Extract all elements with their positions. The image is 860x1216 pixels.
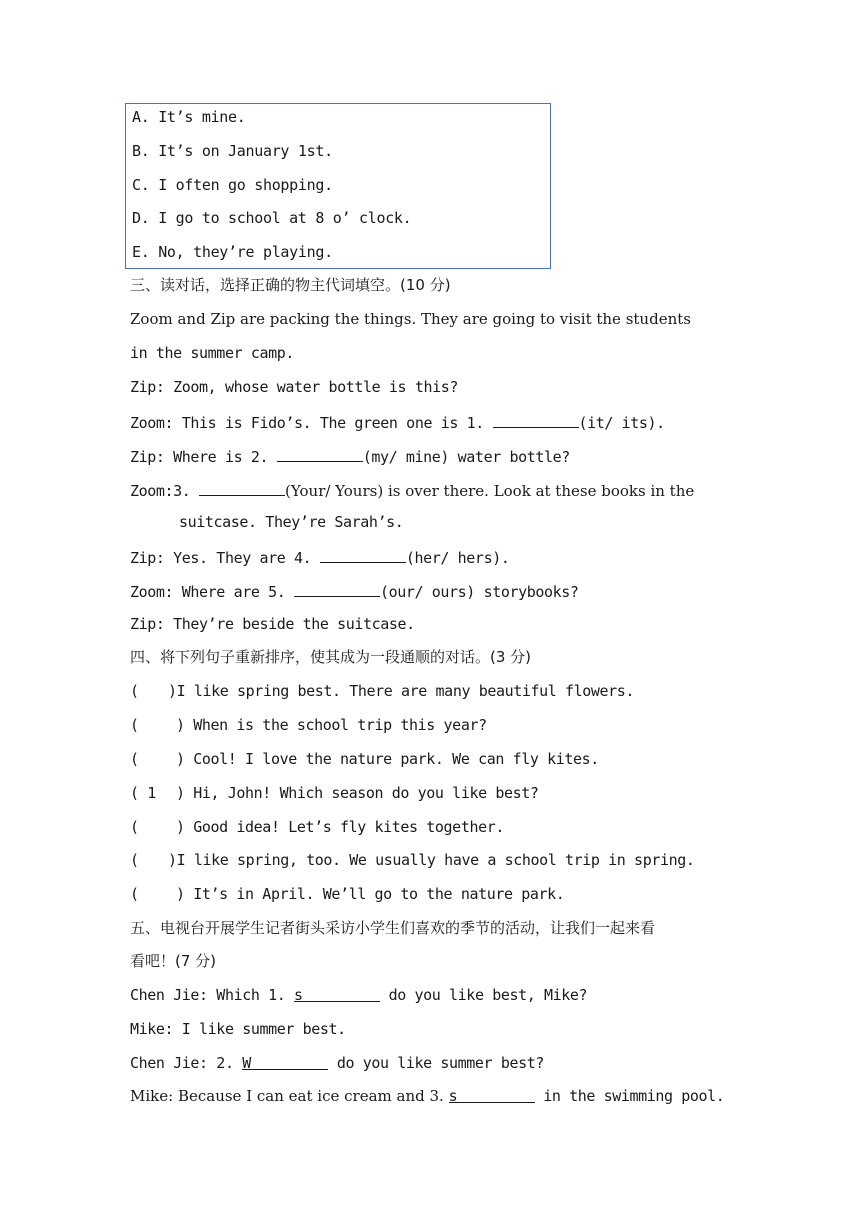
section5-heading: 五、电视台开展学生记者街头采访小学生们喜欢的季节的活动，让我们一起来看 xyxy=(130,919,656,937)
answer-blank-season[interactable]: s xyxy=(294,986,380,1002)
order-item: () Good idea! Let’s fly kites together. xyxy=(130,818,504,836)
dialogue-line: Zip: Zoom, whose water bottle is this? xyxy=(130,378,458,396)
answer-blank-3[interactable] xyxy=(199,480,285,496)
section5-heading-cont: 看吧！(7 分) xyxy=(130,952,217,970)
order-item: () When is the school trip this year? xyxy=(130,716,487,734)
answer-blank-4[interactable] xyxy=(320,547,406,563)
order-item: ( 1 ) Hi, John! Which season do you like best? xyxy=(130,784,539,802)
order-item: () It’s in April. We’ll go to the nature park. xyxy=(130,885,565,903)
answer-blank-1[interactable] xyxy=(493,412,579,428)
answer-blank-2[interactable] xyxy=(277,446,363,462)
answer-blank-swim[interactable]: s xyxy=(449,1087,535,1103)
order-item: ()I like spring best. There are many beautiful flowers. xyxy=(130,682,635,700)
dialogue-line-cont: suitcase. They’re Sarah’s. xyxy=(179,513,404,531)
option-b: B. It’s on January 1st. xyxy=(132,142,333,160)
option-a: A. It’s mine. xyxy=(132,108,246,126)
section3-heading: 三、读对话，选择正确的物主代词填空。(10 分) xyxy=(130,276,451,294)
dialogue-line: Zoom:3. (Your/ Yours) is over there. Look at these books in the xyxy=(130,482,695,500)
dialogue-line: Zoom: Where are 5. (our/ ours) storybooks? xyxy=(130,583,579,601)
answer-options-box xyxy=(125,103,551,269)
interview-line: Chen Jie: 2. W do you like summer best? xyxy=(130,1054,544,1072)
order-number[interactable]: 1 xyxy=(147,784,156,802)
option-d: D. I go to school at 8 o’ clock. xyxy=(132,209,412,227)
answer-blank-why[interactable]: W xyxy=(242,1054,328,1070)
section4-heading: 四、将下列句子重新排序，使其成为一段通顺的对话。(3 分) xyxy=(130,648,532,666)
section3-intro: Zoom and Zip are packing the things. They are going to visit the students xyxy=(130,310,691,328)
dialogue-line: Zip: Where is 2. (my/ mine) water bottle? xyxy=(130,448,570,466)
option-c: C. I often go shopping. xyxy=(132,176,333,194)
section3-intro-cont: in the summer camp. xyxy=(130,344,294,362)
interview-line: Chen Jie: Which 1. s do you like best, Mike? xyxy=(130,986,588,1004)
interview-line: Mike: Because I can eat ice cream and 3. s in the swimming pool. xyxy=(130,1087,725,1105)
order-item: () Cool! I love the nature park. We can fly kites. xyxy=(130,750,599,768)
answer-blank-5[interactable] xyxy=(294,581,380,597)
dialogue-line: Zip: They’re beside the suitcase. xyxy=(130,615,415,633)
dialogue-line: Zoom: This is Fido’s. The green one is 1. (it/ its). xyxy=(130,414,665,432)
dialogue-line: Zip: Yes. They are 4. (her/ hers). xyxy=(130,549,510,567)
interview-line: Mike: I like summer best. xyxy=(130,1020,346,1038)
option-e: E. No, they’re playing. xyxy=(132,243,333,261)
order-item: ()I like spring, too. We usually have a school trip in spring. xyxy=(130,851,695,869)
